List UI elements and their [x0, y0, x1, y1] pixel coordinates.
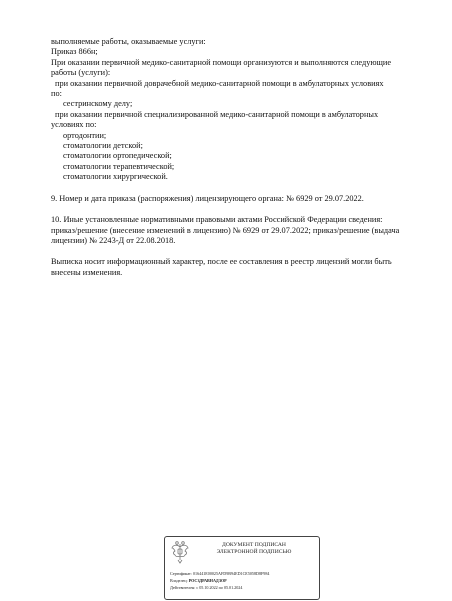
- stamp-owner: РОСЗДРАВНАДЗОР: [188, 578, 227, 583]
- coat-of-arms-icon: [170, 540, 190, 564]
- text-line: по:: [51, 89, 62, 99]
- stamp-owner-row: [170, 577, 269, 584]
- digital-signature-stamp: [164, 536, 320, 600]
- text-line: лицензии) № 2243-Д от 22.08.2018.: [51, 235, 176, 245]
- text-line: при оказании первичной доврачебной медико-санитарной помощи в амбулаторных условиях: [55, 78, 384, 88]
- text-line: стоматологии ортопедической;: [63, 151, 172, 161]
- text-line: ортодонтии;: [63, 130, 107, 140]
- text-line: при оказании первичной специализированной медико-санитарной помощи в амбулаторных: [55, 109, 379, 119]
- text-line: стоматологии терапевтической;: [63, 161, 175, 171]
- paragraph-gap: [51, 183, 431, 194]
- stamp-validity: Действителен: с 05.10.2022 по 05.01.2024: [170, 585, 243, 590]
- text-line: условиях по:: [51, 120, 97, 130]
- text-line: Выписка носит информационный характер, после ее составления в реестр лицензий могли быть: [51, 257, 392, 267]
- text-line: стоматологии детской;: [63, 141, 143, 151]
- stamp-certificate: Сертификат: 016441E00025AFD9B94ED1CE5058D8F984: [170, 571, 270, 576]
- text-line: 9. Номер и дата приказа (распоряжения) лицензирующего органа: № 6929 от 29.07.2022.: [51, 193, 364, 203]
- text-line: внесены изменения.: [51, 267, 123, 277]
- text-line: Приказ 866н;: [51, 47, 98, 57]
- text-line: 10. Иные установленные нормативными правовыми актами Российской Федерации сведения:: [51, 215, 383, 225]
- stamp-owner-label: Владелец:: [170, 578, 189, 583]
- text-line: При оказании первичной медико-санитарной помощи организуются и выполняются следующие: [51, 57, 392, 67]
- text-line: сестринскому делу;: [63, 99, 133, 109]
- stamp-title-line1: ДОКУМЕНТ ПОДПИСАН: [222, 542, 286, 548]
- text-line: работы (услуги):: [51, 68, 111, 78]
- text-line: приказ/решение (внесение изменений в лицензию) № 6929 от 29.07.2022; приказ/решение (выдача: [51, 225, 400, 235]
- stamp-title: [191, 542, 317, 556]
- stamp-title-line2: ЭЛЕКТРОННОЙ ПОДПИСЬЮ: [216, 549, 292, 555]
- paragraph-gap: [51, 246, 431, 257]
- paragraph-gap: [51, 204, 431, 215]
- document-body: [51, 37, 431, 278]
- text-line: выполняемые работы, оказываемые услуги:: [51, 37, 206, 46]
- text-line: стоматологии хирургической.: [63, 172, 168, 182]
- stamp-meta: [170, 570, 269, 591]
